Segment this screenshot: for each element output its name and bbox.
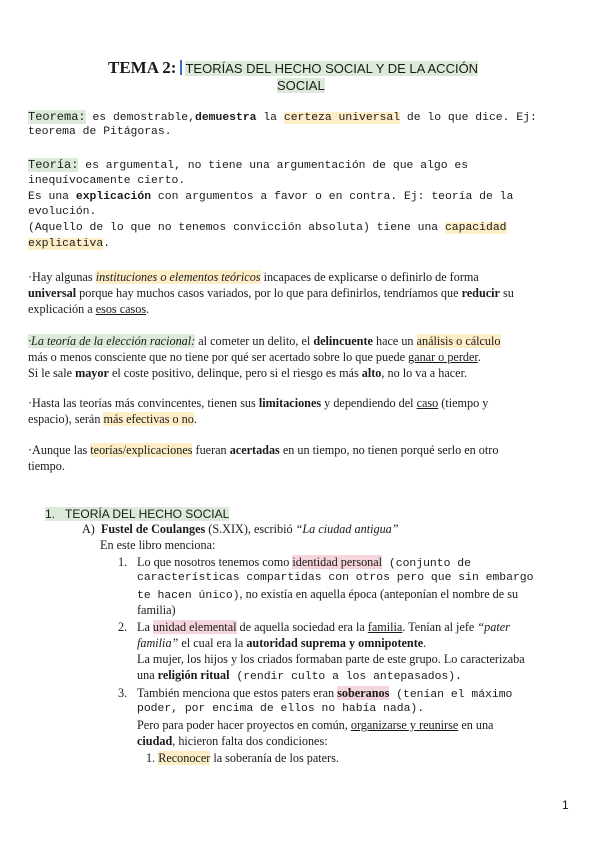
text-cursor [180, 60, 182, 75]
text-span: explicación [75, 191, 152, 203]
text-span: esos casos [95, 302, 147, 316]
text-span: la [256, 112, 284, 124]
item-1-line-4: familia) [137, 603, 176, 617]
teoria-term: Teoría: [28, 158, 79, 172]
p3-line-1 [28, 396, 488, 411]
text-span: es argumental, no tiene una argumentación de que algo es [78, 160, 469, 172]
text-span: incapaces de explicarse o definirlo de forma [260, 270, 479, 284]
text-span: ganar o perder [408, 350, 478, 364]
title-tema: TEMA 2: [108, 58, 177, 77]
text-span: . [103, 238, 111, 250]
sub-item-1 [146, 751, 339, 766]
text-span: ·Aunque las [28, 443, 91, 457]
text-span: alto [361, 366, 382, 380]
p1-line-1 [28, 270, 479, 285]
text-span: . [477, 350, 481, 364]
text-span: más o menos consciente que no tiene por qué ser acertado sobre lo que puede [28, 350, 409, 364]
text-span: reducir [461, 286, 500, 300]
item-2-number: 2. [118, 620, 128, 634]
text-span: análisis o cálculo [416, 334, 501, 348]
teoria-line-1 [28, 158, 468, 174]
text-span: (rendir culto a los antepasados). [229, 671, 462, 683]
item-3-line-4 [137, 734, 328, 749]
page-title [108, 58, 478, 79]
text-span: su [499, 286, 514, 300]
item-3-line-1 [137, 686, 512, 703]
text-span: ·Hay algunas [28, 270, 96, 284]
item-3-line-2: poder, por encima de ellos no había nada). [137, 703, 425, 715]
text-span: (S.XIX), escribió [205, 522, 296, 536]
sub-item-number: 1. [146, 751, 156, 765]
text-span: al cometer un delito, el [195, 334, 314, 348]
p2-line-1 [28, 334, 501, 349]
subsection-a-intro: En este libro menciona: [100, 538, 216, 552]
item-1-line-2: características compartidas con otros pero que sin embargo [137, 572, 534, 584]
p2-line-2 [28, 350, 481, 365]
text-span: También menciona que estos paters eran [137, 686, 338, 700]
text-span: porque hay muchos casos variados, por lo que para definirlos, tendríamos que [76, 286, 462, 300]
text-span: caso [416, 396, 439, 410]
item-1-line-3 [137, 587, 518, 604]
text-span: , no existía en aquella época (anteponían el nombre de su [239, 587, 519, 601]
book-title: “La ciudad antigua” [295, 522, 399, 536]
item-3-line-3 [137, 718, 493, 733]
text-span: autoridad suprema y omnipotente [246, 636, 424, 650]
teoria-line-6 [28, 237, 110, 252]
text-span: en un tiempo, no tienen porqué serlo en otro [279, 443, 499, 457]
text-span: de aquella sociedad era la [236, 620, 368, 634]
text-span: y dependiendo del [321, 396, 417, 410]
p3-line-2 [28, 412, 197, 427]
text-span: delincuente [313, 334, 373, 348]
text-span: . Tenían al jefe [402, 620, 478, 634]
title-heading-line2: SOCIAL [277, 78, 325, 93]
section-1-number: 1. [45, 507, 56, 521]
text-span: religión ritual [157, 668, 230, 682]
text-span: ciudad [137, 734, 173, 748]
text-span: universal [28, 286, 77, 300]
title-heading-line1: TEORÍAS DEL HECHO SOCIAL Y DE LA ACCIÓN [185, 61, 479, 76]
subsection-a [82, 522, 399, 537]
text-span: espacio), serán [28, 412, 104, 426]
text-span: Pero para poder hacer proyectos en común, [137, 718, 351, 732]
text-span: organizarse y reunirse [350, 718, 459, 732]
text-span: explicativa [28, 238, 104, 250]
text-span: . [193, 412, 197, 426]
text-span: hace un [372, 334, 417, 348]
text-span: en una [458, 718, 494, 732]
text-span: mayor [75, 366, 109, 380]
text-span: unidad elemental [152, 620, 237, 634]
text-span: ·La teoría de la elección racional: [28, 334, 196, 348]
text-span: ·Hasta las teorías más convincentes, tienen sus [28, 396, 259, 410]
text-span: . [146, 302, 150, 316]
text-span: Si le sale [28, 366, 76, 380]
text-span: de lo que dice. Ej: [400, 112, 537, 124]
text-span: instituciones o elementos teóricos [95, 270, 261, 284]
text-span: explicación a [28, 302, 96, 316]
page-title-line2 [277, 78, 325, 93]
text-span: , hicieron falta dos condiciones: [172, 734, 328, 748]
text-span: el cual era la [178, 636, 247, 650]
teorema-line-1 [28, 110, 537, 126]
text-span: soberanos [337, 686, 390, 700]
item-2-line-2 [137, 636, 426, 651]
text-span: . [423, 636, 427, 650]
text-span: capacidad [444, 222, 507, 234]
teoria-line-4: evolución. [28, 206, 97, 218]
text-span: familia” [137, 636, 179, 650]
text-span: es demostrable, [85, 112, 195, 124]
item-2-line-1 [137, 620, 510, 635]
text-span: la soberanía de los paters. [210, 751, 339, 765]
item-1-number: 1. [118, 555, 128, 569]
item-1-line-1 [137, 555, 471, 572]
text-span: limitaciones [258, 396, 322, 410]
text-span: el coste positivo, delinque, pero si el riesgo es más [108, 366, 362, 380]
text-span: (tenían el máximo [389, 689, 513, 701]
text-span: teorías/explicaciones [90, 443, 193, 457]
text-span: Es una [28, 191, 76, 203]
text-span: La [137, 620, 153, 634]
p4-line-1 [28, 443, 498, 458]
text-span: , no lo va a hacer. [381, 366, 468, 380]
teoria-line-3 [28, 190, 513, 205]
text-span: (tiempo y [438, 396, 489, 410]
text-span: “pater [477, 620, 510, 634]
p4-line-2: tiempo. [28, 459, 65, 473]
item-2-line-3: La mujer, los hijos y los criados formaban parte de este grupo. Lo caracterizaba [137, 652, 525, 666]
item-3-number: 3. [118, 686, 128, 700]
text-span: acertadas [229, 443, 280, 457]
teorema-line-2: teorema de Pitágoras. [28, 126, 172, 138]
text-span: más efectivas o no [103, 412, 194, 426]
text-span: fueran [192, 443, 230, 457]
text-span: te hacen único) [137, 590, 240, 602]
teoria-line-5 [28, 221, 507, 236]
author-name: Fustel de Coulanges [100, 522, 206, 536]
teoria-line-2: inequívocamente cierto. [28, 175, 186, 187]
teorema-term: Teorema: [28, 110, 86, 124]
text-span: Lo que nosotros tenemos como [137, 555, 293, 569]
page-number: 1 [562, 798, 569, 812]
text-span: familia [367, 620, 403, 634]
text-span: identidad personal [292, 555, 383, 569]
section-1-label: TEORÍA DEL HECHO SOCIAL [65, 507, 230, 521]
subsection-letter: A) [82, 522, 95, 536]
text-span: con argumentos a favor o en contra. Ej: teoría de la [151, 191, 514, 203]
text-span: demuestra [194, 112, 257, 124]
text-span: una [137, 668, 158, 682]
text-span: Reconocer [158, 751, 211, 765]
p1-line-2 [28, 286, 514, 301]
p2-line-3 [28, 366, 467, 381]
text-span: certeza universal [283, 112, 401, 124]
text-span: (Aquello de lo que no tenemos convicción absoluta) tiene una [28, 222, 445, 234]
p1-line-3 [28, 302, 149, 317]
section-1-heading [45, 506, 229, 522]
text-span: (conjunto de [382, 558, 471, 570]
item-2-line-4 [137, 668, 462, 685]
